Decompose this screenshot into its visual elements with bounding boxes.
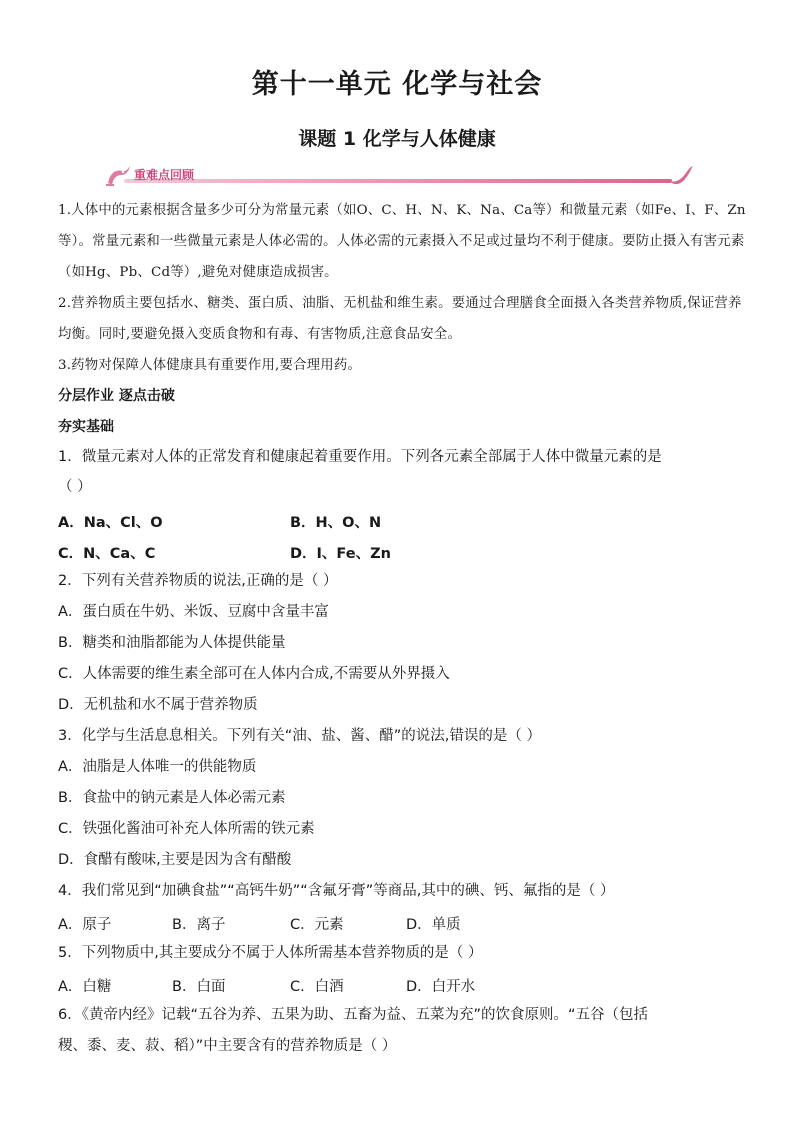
- q5-option-b: B．白面: [172, 979, 226, 995]
- q1-option-b: B．H、O、N: [290, 515, 382, 531]
- question-6-stem-cont: 稷、黍、麦、菽、稻）”中主要含有的营养物质是（ ）: [58, 1038, 397, 1054]
- q4-option-d: D．单质: [406, 917, 461, 933]
- question-6-stem: 6．《黄帝内经》记载“五谷为养、五果为助、五畜为益、五菜为充”的饮食原则。“五谷（包括: [58, 1007, 649, 1023]
- section-heading: 分层作业 逐点击破: [58, 388, 175, 404]
- q2-option-b: B．糖类和油脂都能为人体提供能量: [58, 635, 286, 651]
- q5-option-a: A．白糖: [58, 979, 112, 995]
- question-5-stem: 5．下列物质中,其主要成分不属于人体所需基本营养物质的是（ ）: [58, 945, 483, 961]
- q1-option-d: D．I、Fe、Zn: [290, 546, 391, 562]
- banner-label: 重难点回顾: [134, 168, 195, 182]
- question-1-stem: 1．微量元素对人体的正常发育和健康起着重要作用。下列各元素全部属于人体中微量元素的是: [58, 449, 662, 465]
- q3-option-b: B．食盐中的钠元素是人体必需元素: [58, 790, 286, 806]
- section-subheading: 夯实基础: [58, 419, 114, 435]
- question-1-stem-cont: （ ）: [58, 479, 92, 495]
- q2-option-a: A．蛋白质在牛奶、米饭、豆腐中含量丰富: [58, 604, 329, 620]
- q2-option-c: C．人体需要的维生素全部可在人体内合成,不需要从外界摄入: [58, 666, 450, 682]
- lesson-title: 课题 1 化学与人体健康: [298, 128, 496, 150]
- q1-option-c: C．N、Ca、C: [58, 546, 156, 562]
- q2-option-d: D．无机盐和水不属于营养物质: [58, 697, 258, 713]
- review-banner: [104, 163, 694, 189]
- dragon-icon: [104, 163, 132, 189]
- q4-option-a: A．原子: [58, 917, 112, 933]
- review-point-2: 2.营养物质主要包括水、糖类、蛋白质、油脂、无机盐和维生素。要通过合理膳食全面摄入各类营养物质,保证营养均衡。同时,要避免摄入变质食物和有毒、有害物质,注意食品安全。: [58, 296, 742, 342]
- q3-option-c: C．铁强化酱油可补充人体所需的铁元素: [58, 821, 315, 837]
- banner-divider: [124, 179, 672, 183]
- review-point-1: 1.人体中的元素根据含量多少可分为常量元素（如O、C、H、N、K、Na、Ca等）和微量元素（如Fe、I、F、Zn等）。常量元素和一些微量元素是人体必需的。人体必需的元素摄入不足或过量均不利于健康。要防止摄入有害元素（如Hg、Pb、Cd等）,避免对健康造成损害。: [58, 203, 746, 280]
- q3-option-a: A．油脂是人体唯一的供能物质: [58, 759, 257, 775]
- dragon-tail-icon: [668, 163, 694, 189]
- q4-option-c: C．元素: [290, 917, 344, 933]
- page-title: 第十一单元 化学与社会: [251, 69, 543, 100]
- review-point-3: 3.药物对保障人体健康具有重要作用,要合理用药。: [58, 358, 362, 373]
- q1-option-a: A．Na、Cl、O: [58, 515, 163, 531]
- q5-option-c: C．白酒: [290, 979, 344, 995]
- question-4-stem: 4．我们常见到“加碘食盐”“高钙牛奶”“含氟牙膏”等商品,其中的碘、钙、氟指的是（ ）: [58, 883, 615, 899]
- question-2-stem: 2．下列有关营养物质的说法,正确的是（ ）: [58, 573, 338, 589]
- q4-option-b: B．离子: [172, 917, 226, 933]
- q3-option-d: D．食醋有酸味,主要是因为含有醋酸: [58, 852, 292, 868]
- question-3-stem: 3．化学与生活息息相关。下列有关“油、盐、酱、醋”的说法,错误的是（ ）: [58, 728, 541, 744]
- q5-option-d: D．白开水: [406, 979, 476, 995]
